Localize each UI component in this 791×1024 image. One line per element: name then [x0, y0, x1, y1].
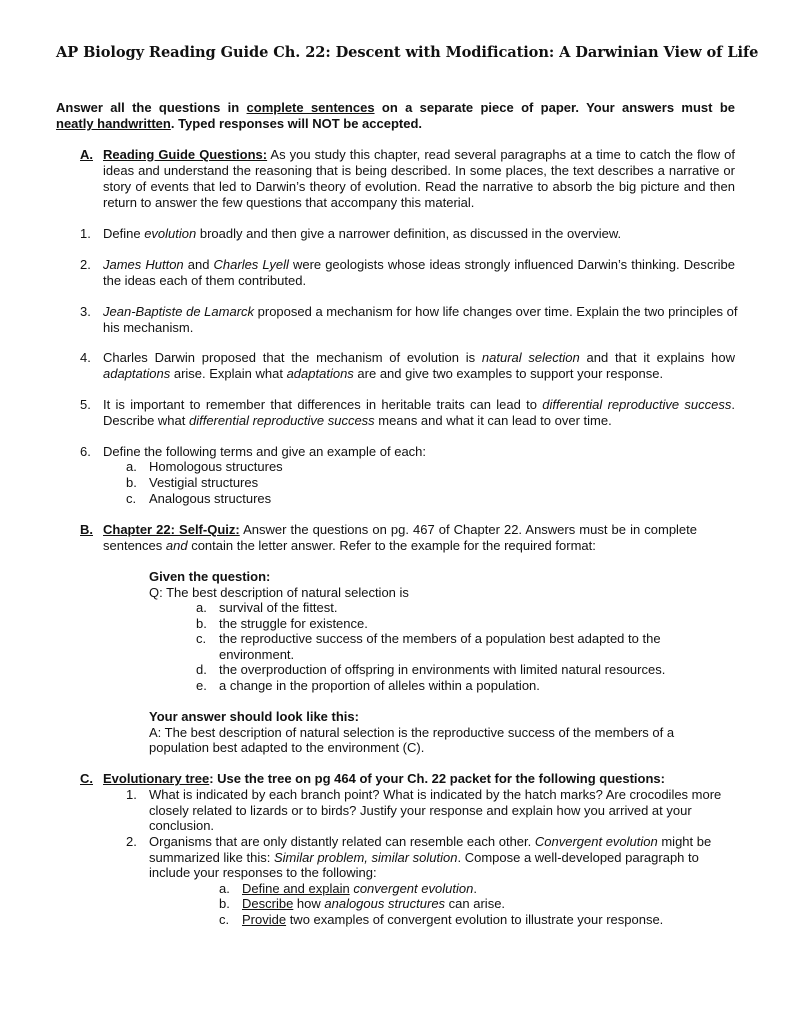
section-a-letter: A. — [80, 147, 93, 162]
question-2-number: 2. — [80, 257, 91, 272]
option-text: the overproduction of offspring in environments with limited natural resources. — [219, 662, 666, 677]
question-1: Define evolution broadly and then give a narrower definition, as discussed in the overview. — [103, 226, 622, 241]
answer-example-line-2: population best adapted to the environment (C). — [149, 740, 425, 755]
option-text: the struggle for existence. — [219, 616, 368, 631]
sub-item: Describe how analogous structures can arise. — [242, 896, 506, 911]
page-title: AP Biology Reading Guide Ch. 22: Descent with Modification: A Darwinian View of Life — [56, 44, 759, 61]
option-letter: e. — [196, 678, 207, 693]
section-b-line-1: Chapter 22: Self-Quiz: Answer the questions on pg. 467 of Chapter 22. Answers must be in complete — [103, 522, 698, 537]
answer-example-heading: Your answer should look like this: — [149, 709, 359, 724]
neatly-handwritten-emphasis: neatly handwritten — [56, 116, 171, 131]
question-4-number: 4. — [80, 350, 91, 365]
list-item: Homologous structures — [149, 459, 283, 474]
section-a-heading: Reading Guide Questions: — [103, 147, 268, 162]
option-letter: d. — [196, 662, 207, 677]
sub-item: Define and explain convergent evolution. — [242, 881, 477, 896]
sub-item-letter: b. — [219, 896, 230, 911]
tree-question-2-number: 2. — [126, 834, 137, 849]
list-item: Analogous structures — [149, 491, 272, 506]
list-item-letter: b. — [126, 475, 137, 490]
list-item-letter: c. — [126, 491, 137, 506]
question-6: Define the following terms and give an example of each: — [103, 444, 427, 459]
tree-question-1-line-3: conclusion. — [149, 818, 215, 833]
sub-item: Provide two examples of convergent evolution to illustrate your response. — [242, 912, 664, 927]
section-c-line-1: Evolutionary tree: Use the tree on pg 464 of your Ch. 22 packet for the following questions: — [103, 771, 665, 786]
example-question: Q: The best description of natural selection is — [149, 585, 409, 600]
section-b-letter: B. — [80, 522, 93, 537]
tree-question-2-line-1: Organisms that are only distantly related can resemble each other. Convergent evolution might be — [149, 834, 712, 849]
list-item-letter: a. — [126, 459, 137, 474]
complete-sentences-emphasis: complete sentences — [246, 100, 375, 115]
intro-line-1: Answer all the questions in complete sentences on a separate piece of paper. Your answers must be — [56, 100, 735, 115]
question-6-number: 6. — [80, 444, 91, 459]
question-3-line-1: Jean-Baptiste de Lamarck proposed a mechanism for how life changes over time. Explain the two principles of — [103, 304, 738, 319]
sub-item-letter: a. — [219, 881, 230, 896]
question-5-number: 5. — [80, 397, 91, 412]
question-5-line-1: It is important to remember that differences in heritable traits can lead to differential reproductive success. — [103, 397, 735, 412]
tree-question-1-line-1: What is indicated by each branch point? What is indicated by the hatch marks? Are crocodiles more — [149, 787, 722, 802]
question-4-line-1: Charles Darwin proposed that the mechanism of evolution is natural selection and that it explains how — [103, 350, 735, 365]
sub-item-letter: c. — [219, 912, 230, 927]
section-a-line-3: story of events that led to Darwin’s theory of evolution. Read the narrative to absorb the big picture and then — [103, 179, 735, 194]
option-letter: c. — [196, 631, 207, 646]
answer-example-line-1: A: The best description of natural selection is the reproductive success of the members of a — [149, 725, 675, 740]
section-a-line-4: return to answer the few questions that accompany this material. — [103, 195, 475, 210]
option-text: a change in the proportion of alleles within a population. — [219, 678, 540, 693]
section-b-heading: Chapter 22: Self-Quiz: — [103, 522, 240, 537]
given-question-heading: Given the question: — [149, 569, 271, 584]
tree-question-2-line-2: summarized like this: Similar problem, similar solution. Compose a well-developed paragraph to — [149, 850, 699, 865]
tree-question-1-line-2: closely related to lizards or to birds? Justify your response and explain how you arrived at your — [149, 803, 692, 818]
tree-question-2-line-3: include your responses to the following: — [149, 865, 377, 880]
option-text: survival of the fittest. — [219, 600, 338, 615]
section-c-heading: Evolutionary tree — [103, 771, 210, 786]
question-3-line-2: his mechanism. — [103, 320, 194, 335]
section-a-line-1: Reading Guide Questions: As you study this chapter, read several paragraphs at a time to catch the flow of — [103, 147, 736, 162]
section-c-letter: C. — [80, 771, 93, 786]
question-2-line-2: the ideas each of them contributed. — [103, 273, 307, 288]
option-text-continued: environment. — [219, 647, 295, 662]
option-letter: b. — [196, 616, 207, 631]
question-3-number: 3. — [80, 304, 91, 319]
question-1-number: 1. — [80, 226, 91, 241]
section-b-line-2: sentences and contain the letter answer. Refer to the example for the required format: — [103, 538, 596, 553]
question-4-line-2: adaptations arise. Explain what adaptations are and give two examples to support your response. — [103, 366, 664, 381]
section-a-line-2: ideas and understand the reasoning that is being described. In some places, the text describes a narrative or — [103, 163, 735, 178]
tree-question-1-number: 1. — [126, 787, 137, 802]
option-letter: a. — [196, 600, 207, 615]
question-2-line-1: James Hutton and Charles Lyell were geologists whose ideas strongly influenced Darwin’s thinking. Describe — [103, 257, 735, 272]
question-5-line-2: Describe what differential reproductive success means and what it can lead to over time. — [103, 413, 612, 428]
list-item: Vestigial structures — [149, 475, 259, 490]
option-text: the reproductive success of the members of a population best adapted to the — [219, 631, 661, 646]
intro-line-2: neatly handwritten. Typed responses will NOT be accepted. — [56, 116, 423, 131]
